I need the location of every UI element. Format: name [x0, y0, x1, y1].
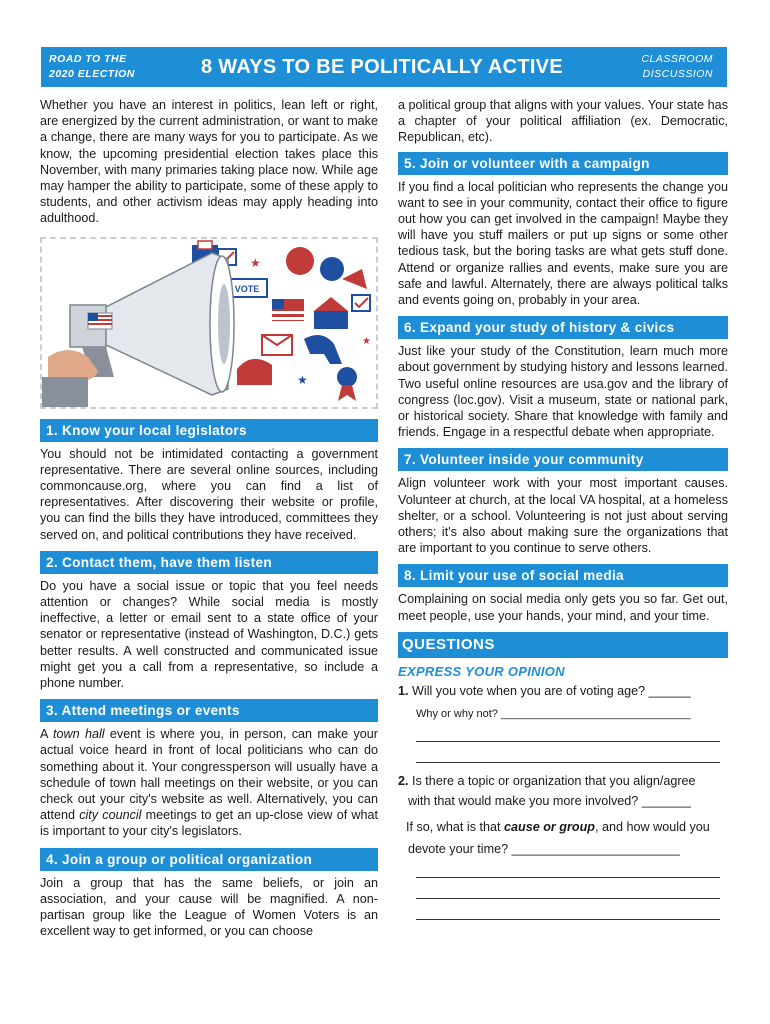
page-header [41, 47, 727, 87]
megaphone-illustration [40, 237, 378, 409]
section-6-body: Just like your study of the Constitution, learn much more about government by studying history and lessons learned. Two useful online resources are usa.gov and the library of congress (loc.gov). Visit a museum, state or national park, or historical society. Share that knowledge with family and friends. Engage in a respectful debate when appropriate. [398, 344, 728, 440]
svg-text:★: ★ [362, 335, 371, 347]
question-1-text: Will you vote when you are of voting age? ______ [412, 683, 691, 698]
answer-line[interactable] [416, 742, 720, 763]
section-3-text-a: A [40, 727, 54, 742]
questions-subheading: EXPRESS YOUR OPINION [398, 663, 565, 679]
section-8-body: Complaining on social media only gets you so far. Get out, meet people, use your hands, your mind, and your time. [398, 592, 728, 623]
capitol-icon [314, 297, 348, 329]
section-4-heading: 4. Join a group or political organization [40, 848, 378, 871]
question-1-followup: Why or why not? _______________________________ [416, 707, 691, 720]
section-7-body: Align volunteer work with your most important causes. Volunteer at church, at the local VA hospital, at a homeless shelter, or a school. Volunteering is not just about serving others; it's also about making sure the organizations that are important to you continue to serve others. [398, 476, 728, 556]
question-2-followup-a: If so, what is that [406, 819, 504, 834]
question-2-followup-line2: devote your time? ________________________ [408, 841, 680, 856]
envelope-icon [262, 335, 292, 355]
answer-line[interactable] [416, 878, 720, 899]
right-column [398, 97, 728, 920]
series-label-line1: ROAD TO THE [49, 53, 127, 65]
section-4-continued: a political group that aligns with your values. Your state has a chapter of your political affiliation (ex. Democratic, Republican, etc). [398, 98, 728, 145]
answer-line[interactable] [416, 721, 720, 742]
section-3-heading: 3. Attend meetings or events [40, 699, 378, 722]
svg-text:★: ★ [250, 255, 261, 270]
questions-heading: QUESTIONS [398, 632, 728, 658]
answer-line[interactable] [416, 857, 720, 878]
political-icons-graphic [42, 239, 376, 407]
section-2-heading: 2. Contact them, have them listen [40, 551, 378, 574]
answer-line[interactable] [416, 899, 720, 920]
section-8-heading: 8. Limit your use of social media [398, 564, 728, 587]
section-3-text-b: event is where you, in person, can make your actual voice heard in front of local politicians who can do something about it. Your congressperson will usually have a schedule of town hall meetings on their website, or you can check out your city's website as well. Alternatively, you can attend [40, 727, 378, 823]
category-label-line1: CLASSROOM [641, 53, 713, 65]
flag-grid-icon [272, 299, 304, 321]
category-label [641, 52, 713, 82]
left-column [40, 97, 378, 940]
section-2-body: Do you have a social issue or topic that you feel needs attention or changes? While social media is mostly ineffective, a letter or email sent to a state office of your senator or representative (instead of Washington, D.C.) gets better results. A well constructed and communicated issue might get you a call from a representative, so include a phone number. [40, 578, 378, 691]
page-title: 8 WAYS TO BE POLITICALLY ACTIVE [201, 56, 563, 78]
section-1-body: You should not be intimidated contacting a government representative. There are several online sources, including commoncause.org, where you can find a list of representatives. After discovering their website or profile, you can find the bills they have introduced, committees they served on, and political contributions they have received. [40, 446, 378, 542]
section-5-body: If you find a local politician who represents the change you want to see in your community, contact their office to figure out how you can get involved in the campaign! Maybe they will have you stuff mailers or put up signs or some other tedious task, but the boring tasks are what gets stuff done. Attend or organize rallies and events, make sure you are safe and lawful. Alternately, there are always political talks and events going on, probably in your area. [398, 179, 728, 308]
section-4-body: Join a group that has the same beliefs, or join an association, and your cause will be magnified. A non-partisan group like the League of Women Voters is an excellent way to get informed, or you can choose [40, 875, 378, 939]
eagle-icon [286, 247, 367, 289]
series-label [49, 52, 135, 82]
series-label-line2: 2020 ELECTION [49, 68, 135, 80]
question-1-number: 1. [398, 683, 409, 698]
question-2-followup [398, 819, 728, 835]
vote-text: VOTE [234, 283, 260, 294]
city-council-term: city council [79, 808, 142, 823]
cause-or-group-term: cause or group [504, 819, 595, 834]
question-2-text-line2: with that would make you more involved? _______ [408, 793, 691, 808]
section-3-text-c: meetings to get an up-close view of what is important to your city's legislators. [40, 808, 378, 839]
town-hall-term: town hall [53, 727, 105, 742]
svg-text:★: ★ [297, 372, 308, 387]
question-2-number: 2. [398, 773, 409, 788]
elephant-icon [237, 359, 272, 385]
question-2 [398, 773, 728, 789]
category-label-line2: DISCUSSION [642, 68, 713, 80]
section-6-heading: 6. Expand your study of history & civics [398, 316, 728, 339]
question-2-text: Is there a topic or organization that you align/agree [412, 773, 696, 788]
ribbon-icon [337, 367, 357, 401]
question-2-followup-b: , and how would you [594, 819, 710, 834]
section-5-heading: 5. Join or volunteer with a campaign [398, 152, 728, 175]
donkey-icon [304, 335, 342, 364]
intro-paragraph: Whether you have an interest in politics, lean left or right, are energized by the current administration, or want to make a change, there are many ways for you to participate. As we know, the upcoming presidential election takes place this November, with many primaries taking place now. While age may hamper the ability to participate, some of these apply to students, and other activism ideas may apply heading into adulthood. [40, 98, 378, 226]
section-1-heading: 1. Know your local legislators [40, 419, 378, 442]
question-1 [398, 683, 728, 699]
section-3-body [40, 726, 378, 839]
section-7-heading: 7. Volunteer inside your community [398, 448, 728, 471]
